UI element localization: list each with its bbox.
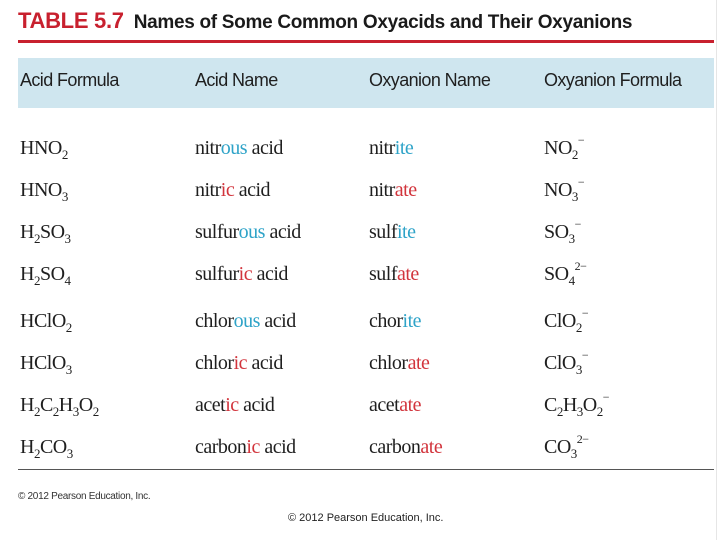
formula-subscript: 3 [570, 446, 577, 461]
formula-charge: − [602, 390, 610, 404]
name-stem: chlor [195, 352, 234, 374]
formula-symbol: H [562, 394, 577, 416]
formula-symbol: O [78, 394, 93, 416]
title-rule [18, 40, 714, 43]
name-stem: carbon [369, 436, 421, 458]
formula-subscript: 2 [33, 446, 40, 461]
formula-symbol: SO [39, 263, 65, 285]
formula-symbol: SO [544, 263, 569, 285]
name-suffix: ic [220, 179, 235, 201]
formula-subscript: 3 [66, 446, 73, 461]
acid-name-cell [195, 394, 274, 417]
formula-symbol: ClO [544, 352, 576, 374]
name-suffix: ous [238, 221, 265, 243]
formula-charge: 2− [576, 432, 589, 446]
formula-subscript: 3 [61, 189, 68, 204]
acid-formula-cell [20, 179, 68, 202]
column-header-oxyanion-name: Oxyanion Name [369, 70, 491, 90]
acid-formula-cell [20, 436, 73, 459]
table-row [0, 129, 720, 169]
oxyanion-formula-cell [544, 348, 589, 377]
oxyanion-name-cell [369, 263, 419, 286]
formula-subscript: 2 [556, 404, 563, 419]
table-title [18, 8, 632, 40]
name-suffix: ate [399, 394, 421, 416]
formula-subscript: 2 [33, 231, 40, 246]
oxyanion-formula-cell [544, 217, 581, 246]
name-suffix: ate [394, 179, 417, 201]
name-tail: acid [252, 263, 288, 285]
name-stem: chlor [195, 310, 234, 332]
name-stem: chor [369, 310, 403, 332]
formula-subscript: 2 [92, 404, 99, 419]
oxyanion-name-cell [369, 394, 421, 417]
acid-name-cell [195, 310, 296, 333]
acid-formula-cell [20, 352, 72, 375]
formula-symbol: H [58, 394, 73, 416]
name-suffix: ic [233, 352, 248, 374]
name-suffix: ite [397, 221, 416, 243]
acid-formula-cell [20, 221, 71, 244]
formula-subscript: 2 [61, 147, 68, 162]
acid-formula-cell [20, 394, 99, 417]
formula-symbol: C [39, 394, 53, 416]
name-stem: nitr [195, 137, 221, 159]
oxyanion-name-cell [369, 137, 413, 160]
name-stem: sulfur [195, 221, 239, 243]
oxyanion-formula-cell [544, 390, 610, 419]
formula-symbol: CO [39, 436, 67, 458]
acid-formula-cell [20, 263, 71, 286]
oxyanion-name-cell [369, 352, 429, 375]
formula-symbol: HNO [20, 137, 62, 159]
acid-name-cell [195, 179, 270, 202]
oxyanion-name-cell [369, 221, 416, 244]
side-border [716, 0, 717, 540]
formula-subscript: 3 [568, 231, 575, 246]
formula-charge: − [577, 133, 585, 147]
formula-subscript: 3 [64, 231, 71, 246]
table-row [0, 386, 720, 426]
formula-symbol: SO [39, 221, 65, 243]
acid-name-cell [195, 352, 283, 375]
oxyanion-name-cell [369, 310, 421, 333]
formula-subscript: 3 [72, 404, 79, 419]
oxyanion-formula-cell [544, 133, 585, 162]
table-row [0, 171, 720, 211]
name-tail: acid [234, 179, 271, 201]
oxyanion-formula-cell [544, 306, 589, 335]
name-tail: acid [247, 352, 283, 374]
name-suffix: ate [407, 352, 430, 374]
name-tail: acid [259, 436, 296, 458]
formula-subscript: 2 [65, 320, 72, 335]
acid-name-cell [195, 263, 288, 286]
table-row [0, 344, 720, 384]
formula-symbol: C [544, 394, 557, 416]
table-number: TABLE 5.7 [18, 8, 124, 33]
acid-name-cell [195, 221, 301, 244]
name-suffix: ous [220, 137, 248, 159]
formula-subscript: 2 [596, 404, 603, 419]
formula-symbol: ClO [544, 310, 576, 332]
formula-symbol: HClO [20, 310, 66, 332]
formula-subscript: 2 [52, 404, 59, 419]
name-stem: acet [195, 394, 226, 416]
formula-subscript: 4 [568, 273, 575, 288]
name-suffix: ite [394, 137, 414, 159]
formula-symbol: H [20, 436, 34, 458]
table-row [0, 302, 720, 342]
name-tail: acid [238, 394, 275, 416]
name-stem: chlor [369, 352, 408, 374]
formula-symbol: H [20, 221, 34, 243]
acid-formula-cell [20, 310, 72, 333]
formula-subscript: 2 [33, 273, 40, 288]
name-stem: nitr [369, 179, 395, 201]
copyright-note: © 2012 Pearson Education, Inc. [18, 491, 151, 502]
oxyanion-formula-cell [544, 175, 585, 204]
name-suffix: ic [225, 394, 239, 416]
name-stem: sulfur [195, 263, 239, 285]
copyright-footer: © 2012 Pearson Education, Inc. [288, 512, 444, 524]
formula-subscript: 3 [65, 362, 72, 377]
formula-charge: − [581, 306, 589, 320]
oxyanion-formula-cell [544, 259, 587, 288]
table-row [0, 213, 720, 253]
formula-subscript: 3 [576, 404, 583, 419]
name-suffix: ic [246, 436, 260, 458]
acid-name-cell [195, 436, 296, 459]
formula-symbol: HClO [20, 352, 66, 374]
name-suffix: ic [238, 263, 253, 285]
name-suffix: ate [420, 436, 443, 458]
formula-symbol: NO [544, 137, 572, 159]
formula-symbol: H [20, 394, 34, 416]
formula-charge: − [577, 175, 585, 189]
formula-symbol: CO [544, 436, 571, 458]
formula-charge: 2− [574, 259, 587, 273]
formula-charge: − [581, 348, 589, 362]
formula-subscript: 3 [571, 189, 578, 204]
name-stem: carbon [195, 436, 247, 458]
column-header-acid-name: Acid Name [195, 70, 278, 90]
table-title-text: Names of Some Common Oxyacids and Their Oxyanions [133, 12, 633, 33]
name-stem: sulf [369, 221, 397, 243]
name-suffix: ate [397, 263, 419, 285]
name-stem: acet [369, 394, 400, 416]
oxyanion-name-cell [369, 179, 417, 202]
formula-subscript: 3 [575, 362, 582, 377]
name-stem: nitr [195, 179, 221, 201]
oxyanion-formula-cell [544, 432, 589, 461]
name-stem: nitr [369, 137, 395, 159]
formula-symbol: O [582, 394, 597, 416]
oxyanion-name-cell [369, 436, 442, 459]
formula-subscript: 4 [64, 273, 71, 288]
formula-subscript: 2 [33, 404, 40, 419]
formula-symbol: HNO [20, 179, 62, 201]
name-tail: acid [259, 310, 296, 332]
bottom-rule [18, 469, 714, 470]
formula-symbol: H [20, 263, 34, 285]
column-header-oxyanion-formula: Oxyanion Formula [544, 70, 682, 90]
formula-symbol: SO [544, 221, 569, 243]
name-suffix: ous [233, 310, 260, 332]
column-header-acid-formula: Acid Formula [20, 70, 119, 90]
formula-subscript: 2 [575, 320, 582, 335]
name-suffix: ite [402, 310, 422, 332]
formula-symbol: NO [544, 179, 572, 201]
acid-formula-cell [20, 137, 68, 160]
name-tail: acid [264, 221, 301, 243]
table-row [0, 255, 720, 295]
acid-name-cell [195, 137, 283, 160]
formula-charge: − [574, 217, 581, 231]
name-tail: acid [247, 137, 283, 159]
table-row [0, 428, 720, 468]
name-stem: sulf [369, 263, 397, 285]
formula-subscript: 2 [571, 147, 578, 162]
